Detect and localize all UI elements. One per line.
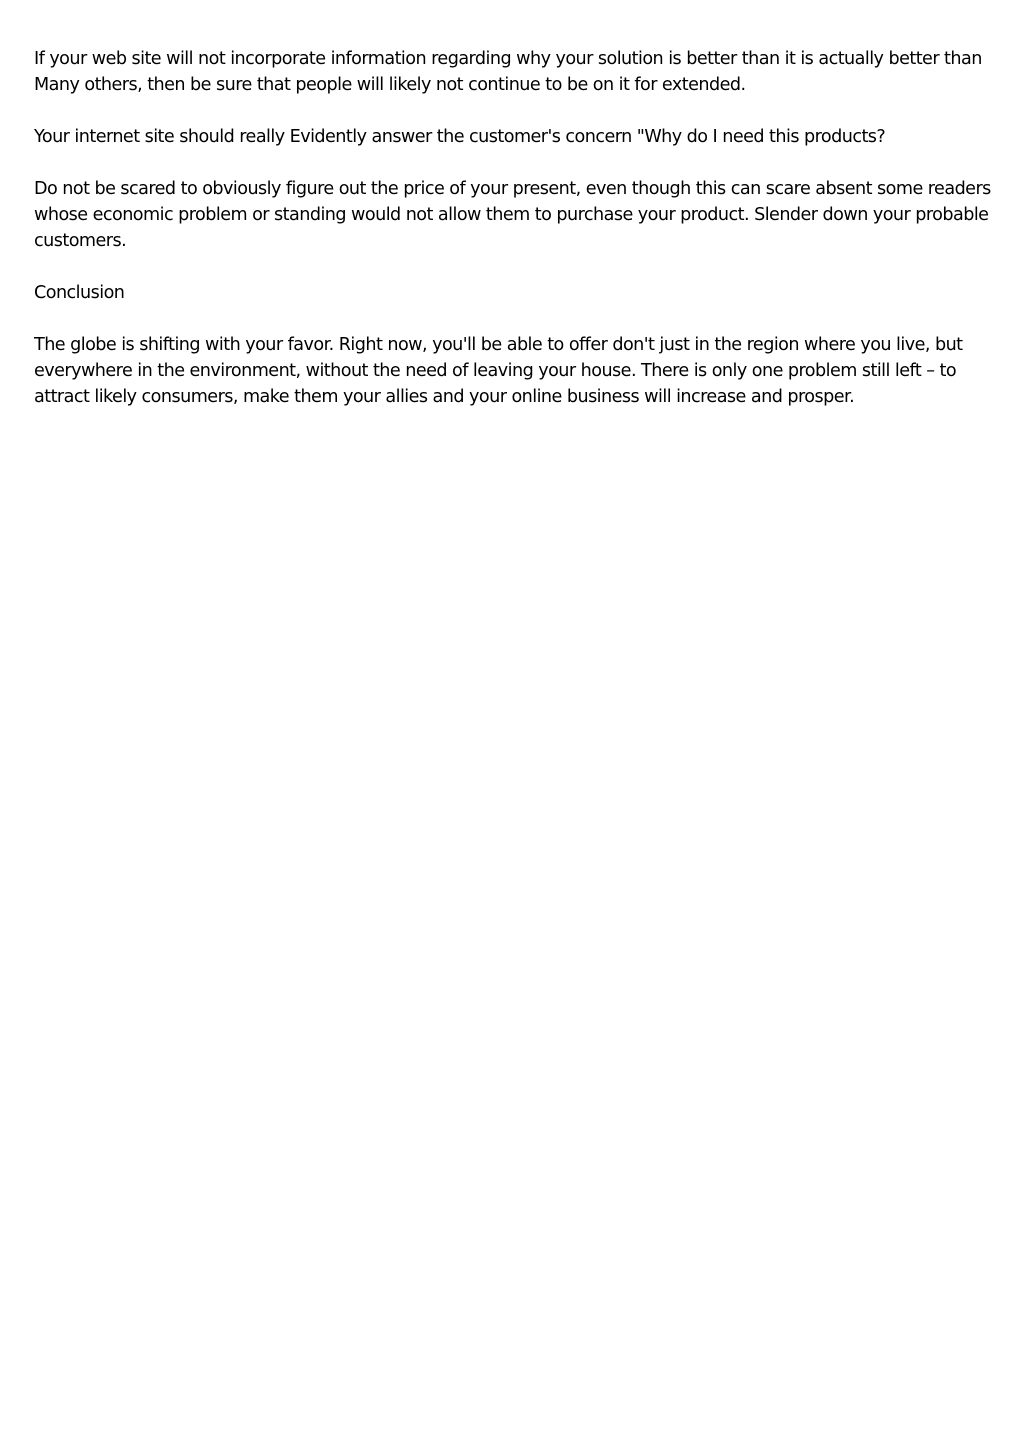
paragraph-customer-concern: Your internet site should really Evidently answer the customer's concern "Why do I need this products? [34,127,886,147]
paragraph-price: Do not be scared to obviously figure out the price of your present, even though this can scare absent some readers whose economic problem or standing would not allow them to purchase your product. Slender down your probable customers. [34,179,991,251]
section-heading-conclusion: Conclusion [34,283,125,303]
paragraph-why-better: If your web site will not incorporate information regarding why your solution is better than it is actually better than Many others, then be sure that people will likely not continue to be on it for extended. [34,49,982,95]
paragraph-conclusion: The globe is shifting with your favor. Right now, you'll be able to offer don't just in the region where you live, but everywhere in the environment, without the need of leaving your house. There is only one problem still left – to attract likely consumers, make them your allies and your online business will increase and prosper. [34,335,963,407]
document-body [34,46,994,436]
